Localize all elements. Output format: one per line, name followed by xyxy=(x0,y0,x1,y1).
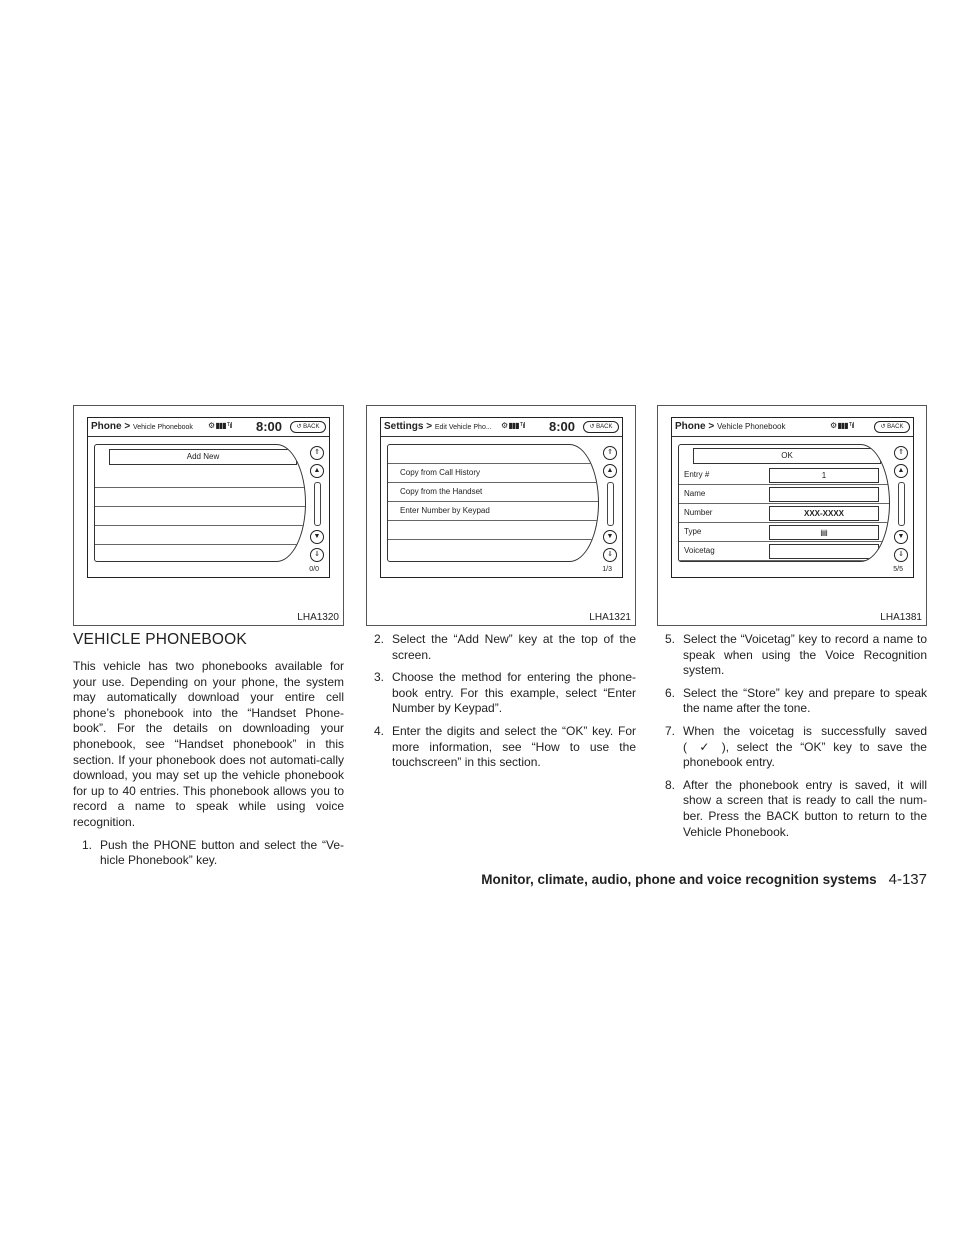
entry-list xyxy=(94,444,306,562)
method-list xyxy=(387,444,599,562)
scroll-down-icon[interactable]: ▼ xyxy=(603,530,617,544)
screen-header xyxy=(88,418,329,437)
list-item: 4. Enter the digits and select the “OK” key. For more information, see “How to use the touchscreen” in this section. xyxy=(374,723,636,770)
scroll-controls xyxy=(601,446,619,560)
screen-new-entry xyxy=(671,417,914,578)
list-item: 1. Push the PHONE button and select the “Ve-hicle Phonebook” key. xyxy=(82,837,344,868)
scroll-controls xyxy=(308,446,326,560)
list-item[interactable] xyxy=(95,507,305,526)
page-count: 0/0 xyxy=(309,566,319,573)
column-3 xyxy=(665,632,927,847)
back-button[interactable]: ↺ BACK xyxy=(290,421,326,433)
name-row[interactable]: Name xyxy=(679,485,889,504)
copy-call-history-item[interactable]: Copy from Call History xyxy=(388,464,598,483)
scroll-down-icon[interactable]: ▼ xyxy=(310,530,324,544)
page-footer xyxy=(481,871,927,888)
status-icons: ⚙ ▮▮▮ ᵀıl xyxy=(208,421,232,430)
scroll-up-icon[interactable]: ▲ xyxy=(310,464,324,478)
screen-title: Phone > Vehicle Phonebook xyxy=(91,421,193,432)
screen-title: Settings > Edit Vehicle Pho... xyxy=(384,421,492,432)
enter-keypad-item[interactable]: Enter Number by Keypad xyxy=(388,502,598,521)
section-heading: VEHICLE PHONEBOOK xyxy=(73,631,247,648)
scrollbar[interactable] xyxy=(898,482,905,526)
ok-button[interactable]: OK xyxy=(693,448,881,464)
list-item[interactable] xyxy=(95,469,305,488)
list-item xyxy=(388,445,598,464)
phone-type-icon: ▤ xyxy=(769,525,879,540)
figure-label: LHA1321 xyxy=(589,612,631,623)
figure-label: LHA1320 xyxy=(297,612,339,623)
list-item: 5. Select the “Voicetag” key to record a name to speak when using the Voice Recognition system. xyxy=(665,632,927,678)
screen-header xyxy=(381,418,622,437)
screen-edit-vehicle-phonebook xyxy=(380,417,623,578)
page-number: 4-137 xyxy=(888,871,927,888)
number-row[interactable]: Number XXX-XXXX xyxy=(679,504,889,523)
clock: 8:00 xyxy=(256,419,283,434)
scrollbar[interactable] xyxy=(607,482,614,526)
type-row[interactable]: Type ▤ xyxy=(679,523,889,542)
figure-label: LHA1381 xyxy=(880,612,922,623)
list-item[interactable] xyxy=(95,488,305,507)
screen-title: Phone > Vehicle Phonebook xyxy=(675,421,786,432)
list-item: 3. Choose the method for entering the phone-book entry. For this example, select “Enter Number by Keypad”. xyxy=(374,670,636,716)
scroll-up-icon[interactable]: ▲ xyxy=(894,464,908,478)
list-item: 6. Select the “Store” key and prepare to speak the name after the tone. xyxy=(665,685,927,716)
entry-number-row[interactable]: Entry # 1 xyxy=(679,466,889,485)
add-new-button[interactable]: Add New xyxy=(109,449,297,465)
list-item: 7. When the voicetag is successfully saved ( ✓ ), select the “OK” key to save the phonebook entry. xyxy=(665,723,927,770)
page-up-icon[interactable]: ⇑ xyxy=(310,446,324,460)
entry-form xyxy=(678,444,890,562)
scroll-down-icon[interactable]: ▼ xyxy=(894,530,908,544)
status-icons: ⚙ ▮▮▮ ᵀıl xyxy=(501,421,525,430)
list-item: 8. After the phonebook entry is saved, it will show a screen that is ready to call the num-ber. Press the BACK button to return to the Vehicle Phonebook. xyxy=(665,777,927,839)
column-1 xyxy=(73,659,344,876)
page-up-icon[interactable]: ⇑ xyxy=(603,446,617,460)
back-button[interactable]: ↺ BACK xyxy=(583,421,619,433)
page-down-icon[interactable]: ⇓ xyxy=(603,548,617,562)
page-up-icon[interactable]: ⇑ xyxy=(894,446,908,460)
copy-handset-item[interactable]: Copy from the Handset xyxy=(388,483,598,502)
footer-title: Monitor, climate, audio, phone and voice recognition systems xyxy=(481,872,877,887)
intro-paragraph: This vehicle has two phonebooks available for your use. Depending on your phone, the system may automatically download your entire cell phone’s phonebook into the “Handset Phone-book”. For the details on downloading your phonebook, see “Handset phonebook” in this section. If your phonebook does not automati-cally download, you may set up the vehicle phonebook for up to 40 entries. This phonebook allows you to record a name to speak while using voice recognition. xyxy=(73,659,344,829)
list-item xyxy=(388,521,598,540)
voicetag-saved-icon: ✓ xyxy=(695,739,714,754)
figure-lha1321 xyxy=(366,405,636,626)
back-button[interactable]: ↺ BACK xyxy=(874,421,910,433)
page-down-icon[interactable]: ⇓ xyxy=(894,548,908,562)
scroll-up-icon[interactable]: ▲ xyxy=(603,464,617,478)
scroll-controls xyxy=(892,446,910,560)
status-icons: ⚙ ▮▮▮ ᵀıl xyxy=(830,421,854,430)
scrollbar[interactable] xyxy=(314,482,321,526)
page-count: 1/3 xyxy=(602,566,612,573)
screen-header xyxy=(672,418,913,437)
screen-vehicle-phonebook xyxy=(87,417,330,578)
figure-lha1381 xyxy=(657,405,927,626)
figure-lha1320 xyxy=(73,405,344,626)
column-2 xyxy=(374,632,636,778)
page-count: 5/5 xyxy=(893,566,903,573)
voicetag-row[interactable]: Voicetag xyxy=(679,542,889,561)
clock: 8:00 xyxy=(549,419,576,434)
list-item[interactable] xyxy=(95,526,305,545)
page-down-icon[interactable]: ⇓ xyxy=(310,548,324,562)
list-item: 2. Select the “Add New” key at the top of the screen. xyxy=(374,632,636,662)
